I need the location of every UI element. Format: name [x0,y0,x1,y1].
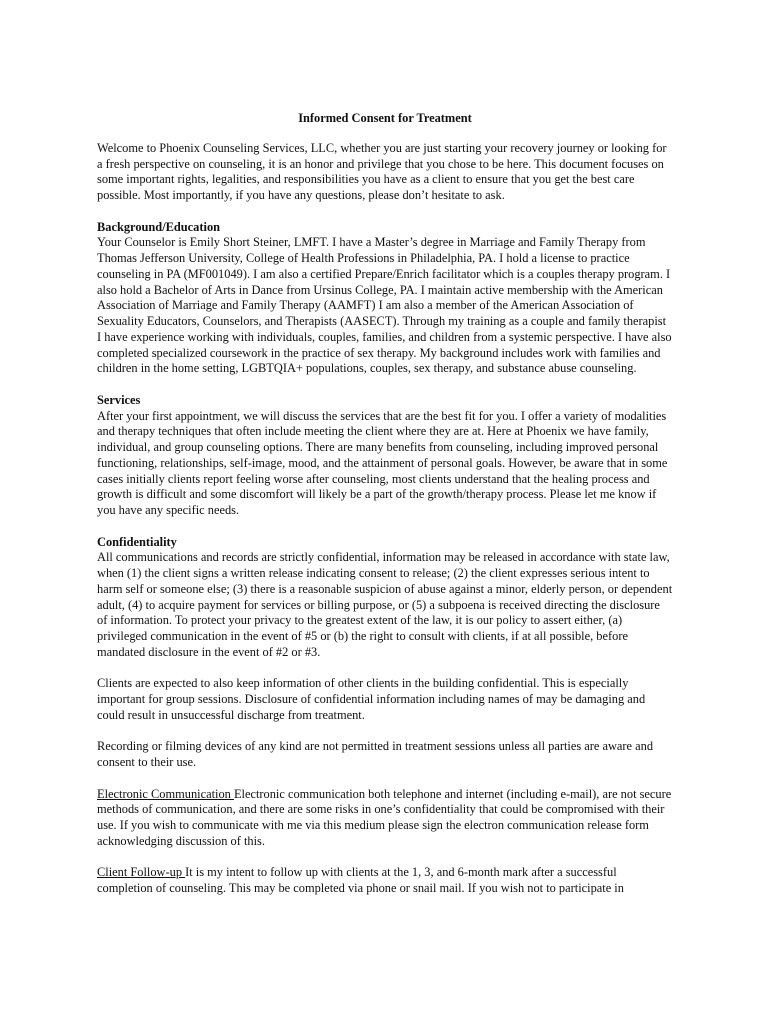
electronic-communication-paragraph [97,787,673,850]
services-section [97,393,673,519]
other-clients-paragraph: Clients are expected to also keep information of other clients in the building confidential. This is especially important for group sessions. Disclosure of confidential information including names of may be damaging and could result in unsuccessful discharge from treatment. [97,676,646,722]
confidentiality-section [97,535,673,661]
client-followup-body: It is my intent to follow up with clients at the 1, 3, and 6-month mark after a successful completion of counseling. This may be completed via phone or snail mail. If you wish not to participate in [97,865,624,895]
recording-paragraph: Recording or filming devices of any kind are not permitted in treatment sessions unless all parties are aware and consent to their use. [97,739,654,769]
document-title: Informed Consent for Treatment [298,111,472,125]
document-body [97,111,673,913]
electronic-communication-body: Electronic communication both telephone and internet (including e-mail), are not secure methods of communication, and there are some risks in one’s confidentiality that could be compromised with their use. If you wish to communicate with me via this medium please sign the electron communication release form acknowledging discussion of this. [97,786,672,848]
electronic-communication-label: Electronic Communication [97,786,234,801]
background-heading: Background/Education [97,219,221,234]
intro-paragraph: Welcome to Phoenix Counseling Services, LLC, whether you are just starting your recovery journey or looking for a fresh perspective on counseling, it is an honor and privilege that you chose to be here. This document focuses on some important rights, legalities, and responsibilities you have as a client to ensure that you get the best care possible. Most importantly, if you have any questions, please don’t hesitate to ask. [97,140,667,202]
client-followup-label: Client Follow-up [97,865,186,880]
services-heading: Services [97,392,141,407]
confidentiality-body: All communications and records are strictly confidential, information may be released in accordance with state law, when (1) the client signs a written release indicating consent to release; (2) the client expresses serious intent to harm self or someone else; (3) there is a reasonable suspicion of abuse against a minor, elderly person, or dependent adult, (4) to acquire payment for services or billing purpose, or (5) a subpoena is received directing the disclosure of information. To protect your privacy to the greatest extent of the law, it is our policy to assert either, (a) privileged communication in the event of #5 or (b) the right to consult with clients, if at all possible, before mandated disclosure in the event of #2 or #3. [97,550,673,659]
background-body: Your Counselor is Emily Short Steiner, LMFT. I have a Master’s degree in Marriage and Family Therapy from Thomas Jefferson University, College of Health Professions in Philadelphia, PA. I hold a license to practice counseling in PA (MF001049). I am also a certified Prepare/Enrich facilitator which is a couples therapy program. I also hold a Bachelor of Arts in Dance from Ursinus College, PA. I maintain active membership with the American Association of Marriage and Family Therapy (AAMFT) I am also a member of the American Association of Sexuality Educators, Counselors, and Therapists (AASECT). Through my training as a couple and family therapist I have experience working with individuals, couples, families, and children from a systemic perspective. I have also completed specialized coursework in the practice of sex therapy. My background includes work with families and children in the home setting, LGBTQIA+ populations, couples, sex therapy, and substance abuse counseling. [97,235,672,376]
background-section [97,220,673,378]
services-body: After your first appointment, we will discuss the services that are the best fit for you. I offer a variety of modalities and therapy techniques that often include meeting the client where they are at. Here at Phoenix we have family, individual, and group counseling options. There are many benefits from counseling, including improved personal functioning, relationships, self-image, mood, and the attainment of personal goals. However, be aware that in some cases initially clients report feeling worse after counseling, most clients understand that the healing process and growth is difficult and some discomfort will likely be a part of the growth/therapy process. Please let me know if you have any specific needs. [97,408,668,517]
confidentiality-heading: Confidentiality [97,534,177,549]
client-followup-paragraph [97,865,673,897]
